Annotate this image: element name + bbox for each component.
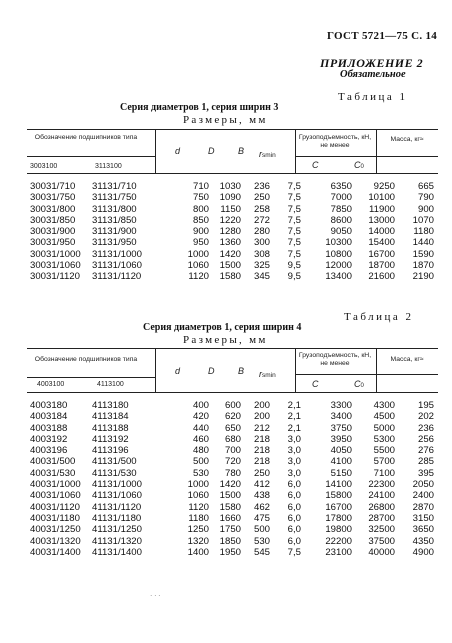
- cell-D: 1420: [219, 479, 241, 491]
- table1-col-r-sub: smin: [262, 152, 276, 159]
- cell-a: 4003180: [30, 400, 68, 411]
- cell-m: 3650: [412, 524, 434, 536]
- cell-C: 10800: [325, 248, 352, 260]
- cell-d: 440: [192, 422, 209, 434]
- cell-D: 1360: [219, 237, 241, 249]
- cell-b: 31131/710: [92, 181, 137, 192]
- cell-C0: 22300: [368, 479, 395, 491]
- cell-m: 202: [417, 411, 434, 423]
- table2-col-B: B: [238, 366, 245, 376]
- cell-C0: 18700: [368, 260, 395, 272]
- cell-m: 4900: [412, 546, 434, 558]
- cell-B: 250: [253, 192, 270, 204]
- cell-b: 31131/800: [92, 203, 137, 215]
- cell-D: 1500: [219, 490, 241, 502]
- cell-C0: 9250: [373, 181, 395, 192]
- cell-r: 3,0: [287, 433, 301, 445]
- cell-D: 1660: [219, 512, 241, 524]
- cell-a: 30031/1060: [30, 260, 81, 272]
- cell-d: 850: [192, 214, 209, 226]
- table-row: [27, 271, 434, 282]
- table2-col-C: C: [312, 379, 319, 389]
- cell-a: 30031/950: [30, 237, 76, 249]
- cell-b: 31131/900: [92, 226, 137, 238]
- cell-r: 7,5: [287, 203, 301, 215]
- cell-C: 3300: [330, 400, 352, 411]
- cell-a: 4003184: [30, 411, 68, 423]
- cell-r: 2,1: [287, 400, 301, 411]
- table-row: [27, 536, 434, 547]
- cell-m: 395: [417, 467, 434, 479]
- table-row: [27, 260, 434, 271]
- cell-C0: 14000: [368, 226, 395, 238]
- cell-a: 30031/750: [30, 192, 76, 204]
- cell-d: 710: [192, 181, 209, 192]
- cell-D: 1580: [219, 501, 241, 513]
- table1-col-d: d: [175, 146, 181, 156]
- cell-d: 460: [192, 433, 209, 445]
- cell-C: 3400: [330, 411, 352, 423]
- cell-C: 17800: [325, 512, 352, 524]
- table-row: [27, 445, 434, 456]
- cell-m: 4350: [412, 535, 434, 547]
- table-row: [27, 434, 434, 445]
- table1-code-a: 3003100: [30, 163, 58, 170]
- cell-b: 31131/1000: [92, 248, 142, 260]
- cell-C0: 32500: [368, 524, 395, 536]
- cell-a: 30031/710: [30, 181, 76, 192]
- cell-d: 950: [192, 237, 209, 249]
- cell-r: 7,5: [287, 181, 301, 192]
- cell-r: 2,1: [287, 422, 301, 434]
- cell-a: 40031/1400: [30, 546, 81, 558]
- cell-a: 4003196: [30, 445, 68, 457]
- cell-b: 31131/850: [92, 214, 137, 226]
- table-row: [27, 400, 434, 411]
- cell-C0: 5700: [373, 456, 395, 468]
- cell-C0: 40000: [368, 546, 395, 558]
- cell-a: 40031/1180: [30, 512, 80, 524]
- cell-a: 40031/1250: [30, 524, 81, 536]
- cell-m: 1440: [412, 237, 434, 249]
- table2-code-a: 4003100: [37, 381, 65, 388]
- cell-d: 1120: [188, 271, 209, 283]
- cell-C0: 21600: [368, 271, 395, 283]
- cell-d: 420: [192, 411, 209, 423]
- table1-col-C0-sub: 0: [360, 164, 364, 170]
- cell-D: 1500: [219, 260, 241, 272]
- cell-m: 790: [417, 192, 434, 204]
- cell-B: 272: [253, 214, 270, 226]
- cell-B: 500: [253, 524, 270, 536]
- cell-d: 1400: [187, 546, 209, 558]
- table1-col-D: D: [208, 146, 215, 156]
- table-row: [27, 513, 434, 524]
- table1-col-C: C: [312, 160, 319, 170]
- cell-m: 3150: [412, 512, 434, 524]
- cell-r: 6,0: [287, 501, 301, 513]
- cell-b: 41131/1120: [92, 501, 142, 513]
- cell-b: 41131/1180: [92, 512, 142, 524]
- cell-B: 345: [253, 271, 270, 283]
- cell-D: 1090: [219, 192, 241, 204]
- table1-code-b: 3113100: [95, 163, 122, 170]
- cell-C: 5150: [330, 467, 352, 479]
- table2-col-d: d: [175, 366, 181, 376]
- cell-C: 3750: [330, 422, 352, 434]
- cell-b: 4113196: [92, 445, 129, 457]
- cell-C0: 10100: [368, 192, 395, 204]
- cell-D: 720: [224, 456, 241, 468]
- cell-m: 1180: [413, 226, 434, 238]
- table1-label: Таблица 1: [338, 91, 408, 103]
- cell-D: 620: [224, 411, 241, 423]
- cell-B: 545: [253, 546, 270, 558]
- cell-a: 40031/500: [30, 456, 76, 468]
- table2-label: Таблица 2: [344, 311, 414, 323]
- table-row: [27, 411, 434, 422]
- cell-b: 4113184: [92, 411, 129, 423]
- table2-col-r: r: [259, 369, 262, 379]
- cell-C: 23100: [325, 546, 352, 558]
- cell-m: 285: [417, 456, 434, 468]
- table1-col-B: B: [238, 146, 245, 156]
- cell-B: 218: [253, 445, 270, 457]
- cell-D: 1030: [219, 181, 241, 192]
- cell-C0: 5000: [373, 422, 395, 434]
- cell-d: 400: [192, 400, 209, 411]
- cell-B: 412: [253, 479, 270, 491]
- table2-col-capacity: Грузоподъемность, кН, не менее: [298, 352, 372, 367]
- cell-B: 212: [253, 422, 270, 434]
- table-row: [27, 547, 434, 558]
- cell-C0: 13000: [368, 214, 395, 226]
- cell-r: 9,5: [287, 260, 301, 272]
- cell-C0: 4300: [373, 400, 395, 411]
- cell-C0: 26800: [368, 501, 395, 513]
- page-specks: · · ·: [150, 592, 161, 600]
- cell-B: 218: [253, 433, 270, 445]
- cell-m: 900: [417, 203, 434, 215]
- table-row: [27, 502, 434, 513]
- table-row: [27, 204, 434, 215]
- table1-col-designation: Обозначение подшипников типа: [34, 134, 138, 141]
- table2-dimensions-caption: Размеры, мм: [183, 334, 268, 346]
- cell-b: 41131/1400: [92, 546, 142, 558]
- cell-d: 900: [192, 226, 209, 238]
- cell-r: 6,0: [287, 490, 301, 502]
- cell-r: 3,0: [287, 456, 301, 468]
- cell-m: 195: [417, 400, 434, 411]
- cell-B: 300: [253, 237, 270, 249]
- cell-r: 6,0: [287, 524, 301, 536]
- cell-d: 800: [192, 203, 209, 215]
- cell-C0: 4500: [373, 411, 395, 423]
- cell-a: 40031/530: [30, 467, 76, 479]
- cell-C: 10300: [325, 237, 352, 249]
- cell-C0: 16700: [368, 248, 395, 260]
- table-row: [27, 237, 434, 248]
- cell-d: 1060: [187, 260, 209, 272]
- cell-m: 2190: [412, 271, 434, 283]
- cell-r: 7,5: [287, 237, 301, 249]
- cell-a: 40031/1060: [30, 490, 81, 502]
- cell-r: 3,0: [287, 445, 301, 457]
- cell-a: 40031/1120: [30, 501, 80, 513]
- cell-C: 8600: [330, 214, 352, 226]
- table2-col-designation: Обозначение подшипников типа: [34, 356, 138, 363]
- cell-r: 7,5: [287, 546, 301, 558]
- cell-C: 7000: [330, 192, 352, 204]
- table1-col-mass: Масса, кг≈: [390, 136, 424, 143]
- page-header: ГОСТ 5721—75 С. 14: [327, 30, 438, 42]
- cell-r: 6,0: [287, 512, 301, 524]
- cell-D: 1850: [219, 535, 241, 547]
- table2-col-C0: C: [354, 379, 361, 389]
- cell-C0: 24100: [368, 490, 395, 502]
- cell-r: 7,5: [287, 226, 301, 238]
- cell-C: 19800: [325, 524, 352, 536]
- cell-C0: 28700: [368, 512, 395, 524]
- table1-col-C0: C: [354, 160, 361, 170]
- cell-d: 1320: [187, 535, 209, 547]
- cell-D: 700: [224, 445, 241, 457]
- cell-b: 31131/950: [92, 237, 137, 249]
- cell-b: 41131/1060: [92, 490, 142, 502]
- cell-B: 280: [253, 226, 270, 238]
- cell-a: 4003188: [30, 422, 68, 434]
- cell-B: 250: [253, 467, 270, 479]
- cell-r: 6,0: [287, 479, 301, 491]
- cell-r: 3,0: [287, 467, 301, 479]
- cell-D: 1750: [219, 524, 241, 536]
- cell-a: 40031/1000: [30, 479, 81, 491]
- cell-C: 22200: [325, 535, 352, 547]
- cell-b: 41131/530: [92, 467, 137, 479]
- cell-C0: 37500: [368, 535, 395, 547]
- cell-B: 200: [253, 411, 270, 423]
- table2-series-title: Серия диаметров 1, серия ширин 4: [143, 322, 302, 333]
- table2-col-C0-sub: 0: [360, 383, 364, 389]
- table-row: [27, 215, 434, 226]
- cell-a: 30031/1120: [30, 271, 80, 283]
- cell-b: 41131/1250: [92, 524, 142, 536]
- cell-b: 4113188: [92, 422, 129, 434]
- cell-C0: 11900: [369, 203, 395, 215]
- table-row: [27, 181, 434, 192]
- cell-b: 31131/1060: [92, 260, 142, 272]
- cell-C: 13400: [325, 271, 352, 283]
- cell-d: 1060: [187, 490, 209, 502]
- cell-D: 1220: [219, 214, 241, 226]
- cell-m: 2050: [412, 479, 434, 491]
- cell-C: 3950: [330, 433, 352, 445]
- table1-series-title: Серия диаметров 1, серия ширин 3: [120, 102, 279, 113]
- cell-C: 4050: [330, 445, 352, 457]
- cell-b: 4113180: [92, 400, 129, 411]
- cell-d: 1250: [187, 524, 209, 536]
- cell-D: 600: [224, 400, 241, 411]
- table2-col-D: D: [208, 366, 215, 376]
- cell-a: 30031/850: [30, 214, 76, 226]
- table-row: [27, 524, 434, 535]
- cell-d: 1120: [188, 501, 209, 513]
- cell-m: 2400: [412, 490, 434, 502]
- cell-r: 2,1: [287, 411, 301, 423]
- cell-C0: 5300: [373, 433, 395, 445]
- cell-D: 1950: [219, 546, 241, 558]
- cell-D: 1580: [219, 271, 241, 283]
- cell-b: 31131/1120: [92, 271, 142, 283]
- cell-a: 40031/1320: [30, 535, 81, 547]
- cell-b: 41131/1320: [92, 535, 142, 547]
- cell-b: 41131/1000: [92, 479, 142, 491]
- cell-d: 530: [192, 467, 209, 479]
- cell-m: 1870: [412, 260, 434, 272]
- table-row: [27, 468, 434, 479]
- cell-r: 7,5: [287, 214, 301, 226]
- cell-C: 12000: [325, 260, 352, 272]
- cell-d: 480: [192, 445, 209, 457]
- table-row: [27, 423, 434, 434]
- cell-C0: 15400: [368, 237, 395, 249]
- cell-r: 7,5: [287, 192, 301, 204]
- cell-C0: 7100: [373, 467, 395, 479]
- cell-B: 200: [253, 400, 270, 411]
- cell-d: 1000: [187, 248, 209, 260]
- cell-b: 41131/500: [92, 456, 137, 468]
- cell-C: 9050: [330, 226, 352, 238]
- cell-m: 236: [417, 422, 434, 434]
- cell-m: 1070: [412, 214, 434, 226]
- table-row: [27, 479, 434, 490]
- table1-dimensions-caption: Размеры, мм: [183, 114, 268, 126]
- cell-B: 438: [253, 490, 270, 502]
- table1-col-capacity: Грузоподъемность, кН, не менее: [298, 134, 372, 149]
- cell-d: 1180: [188, 512, 209, 524]
- cell-C: 16700: [325, 501, 352, 513]
- cell-d: 1000: [187, 479, 209, 491]
- table1-body: [27, 181, 434, 283]
- cell-C: 4100: [330, 456, 352, 468]
- cell-D: 1280: [219, 226, 241, 238]
- cell-C: 15800: [325, 490, 352, 502]
- cell-B: 462: [253, 501, 270, 513]
- cell-a: 30031/800: [30, 203, 76, 215]
- cell-B: 258: [253, 203, 270, 215]
- cell-a: 30031/1000: [30, 248, 81, 260]
- cell-D: 650: [224, 422, 241, 434]
- cell-D: 1420: [219, 248, 241, 260]
- cell-D: 1150: [220, 203, 241, 215]
- table-row: [27, 490, 434, 501]
- table2-col-mass: Масса, кг≈: [390, 356, 424, 363]
- cell-B: 308: [253, 248, 270, 260]
- cell-C: 6350: [330, 181, 352, 192]
- table-row: [27, 192, 434, 203]
- cell-a: 30031/900: [30, 226, 76, 238]
- cell-d: 500: [192, 456, 209, 468]
- cell-B: 236: [253, 181, 270, 192]
- cell-B: 475: [253, 512, 270, 524]
- table2-code-b: 4113100: [97, 381, 124, 388]
- cell-m: 2870: [412, 501, 434, 513]
- table1-col-r: r: [259, 149, 262, 159]
- cell-B: 530: [253, 535, 270, 547]
- cell-D: 780: [224, 467, 241, 479]
- table-row: [27, 456, 434, 467]
- cell-m: 276: [417, 445, 434, 457]
- appendix-title: ПРИЛОЖЕНИЕ 2: [320, 56, 424, 70]
- cell-r: 9,5: [287, 271, 301, 283]
- appendix-subtitle: Обязательное: [340, 69, 406, 80]
- cell-r: 7,5: [287, 248, 301, 260]
- cell-m: 665: [417, 181, 434, 192]
- cell-B: 218: [253, 456, 270, 468]
- cell-C: 14100: [325, 479, 352, 491]
- table2-body: [27, 400, 434, 558]
- table-row: [27, 226, 434, 237]
- cell-C: 7850: [330, 203, 352, 215]
- cell-b: 31131/750: [92, 192, 137, 204]
- cell-C0: 5500: [373, 445, 395, 457]
- table-row: [27, 249, 434, 260]
- cell-B: 325: [253, 260, 270, 272]
- table2-col-r-sub: smin: [262, 372, 276, 379]
- cell-d: 750: [192, 192, 209, 204]
- cell-m: 1590: [412, 248, 434, 260]
- cell-b: 4113192: [92, 433, 129, 445]
- cell-r: 6,0: [287, 535, 301, 547]
- cell-m: 256: [417, 433, 434, 445]
- cell-a: 4003192: [30, 433, 68, 445]
- cell-D: 680: [224, 433, 241, 445]
